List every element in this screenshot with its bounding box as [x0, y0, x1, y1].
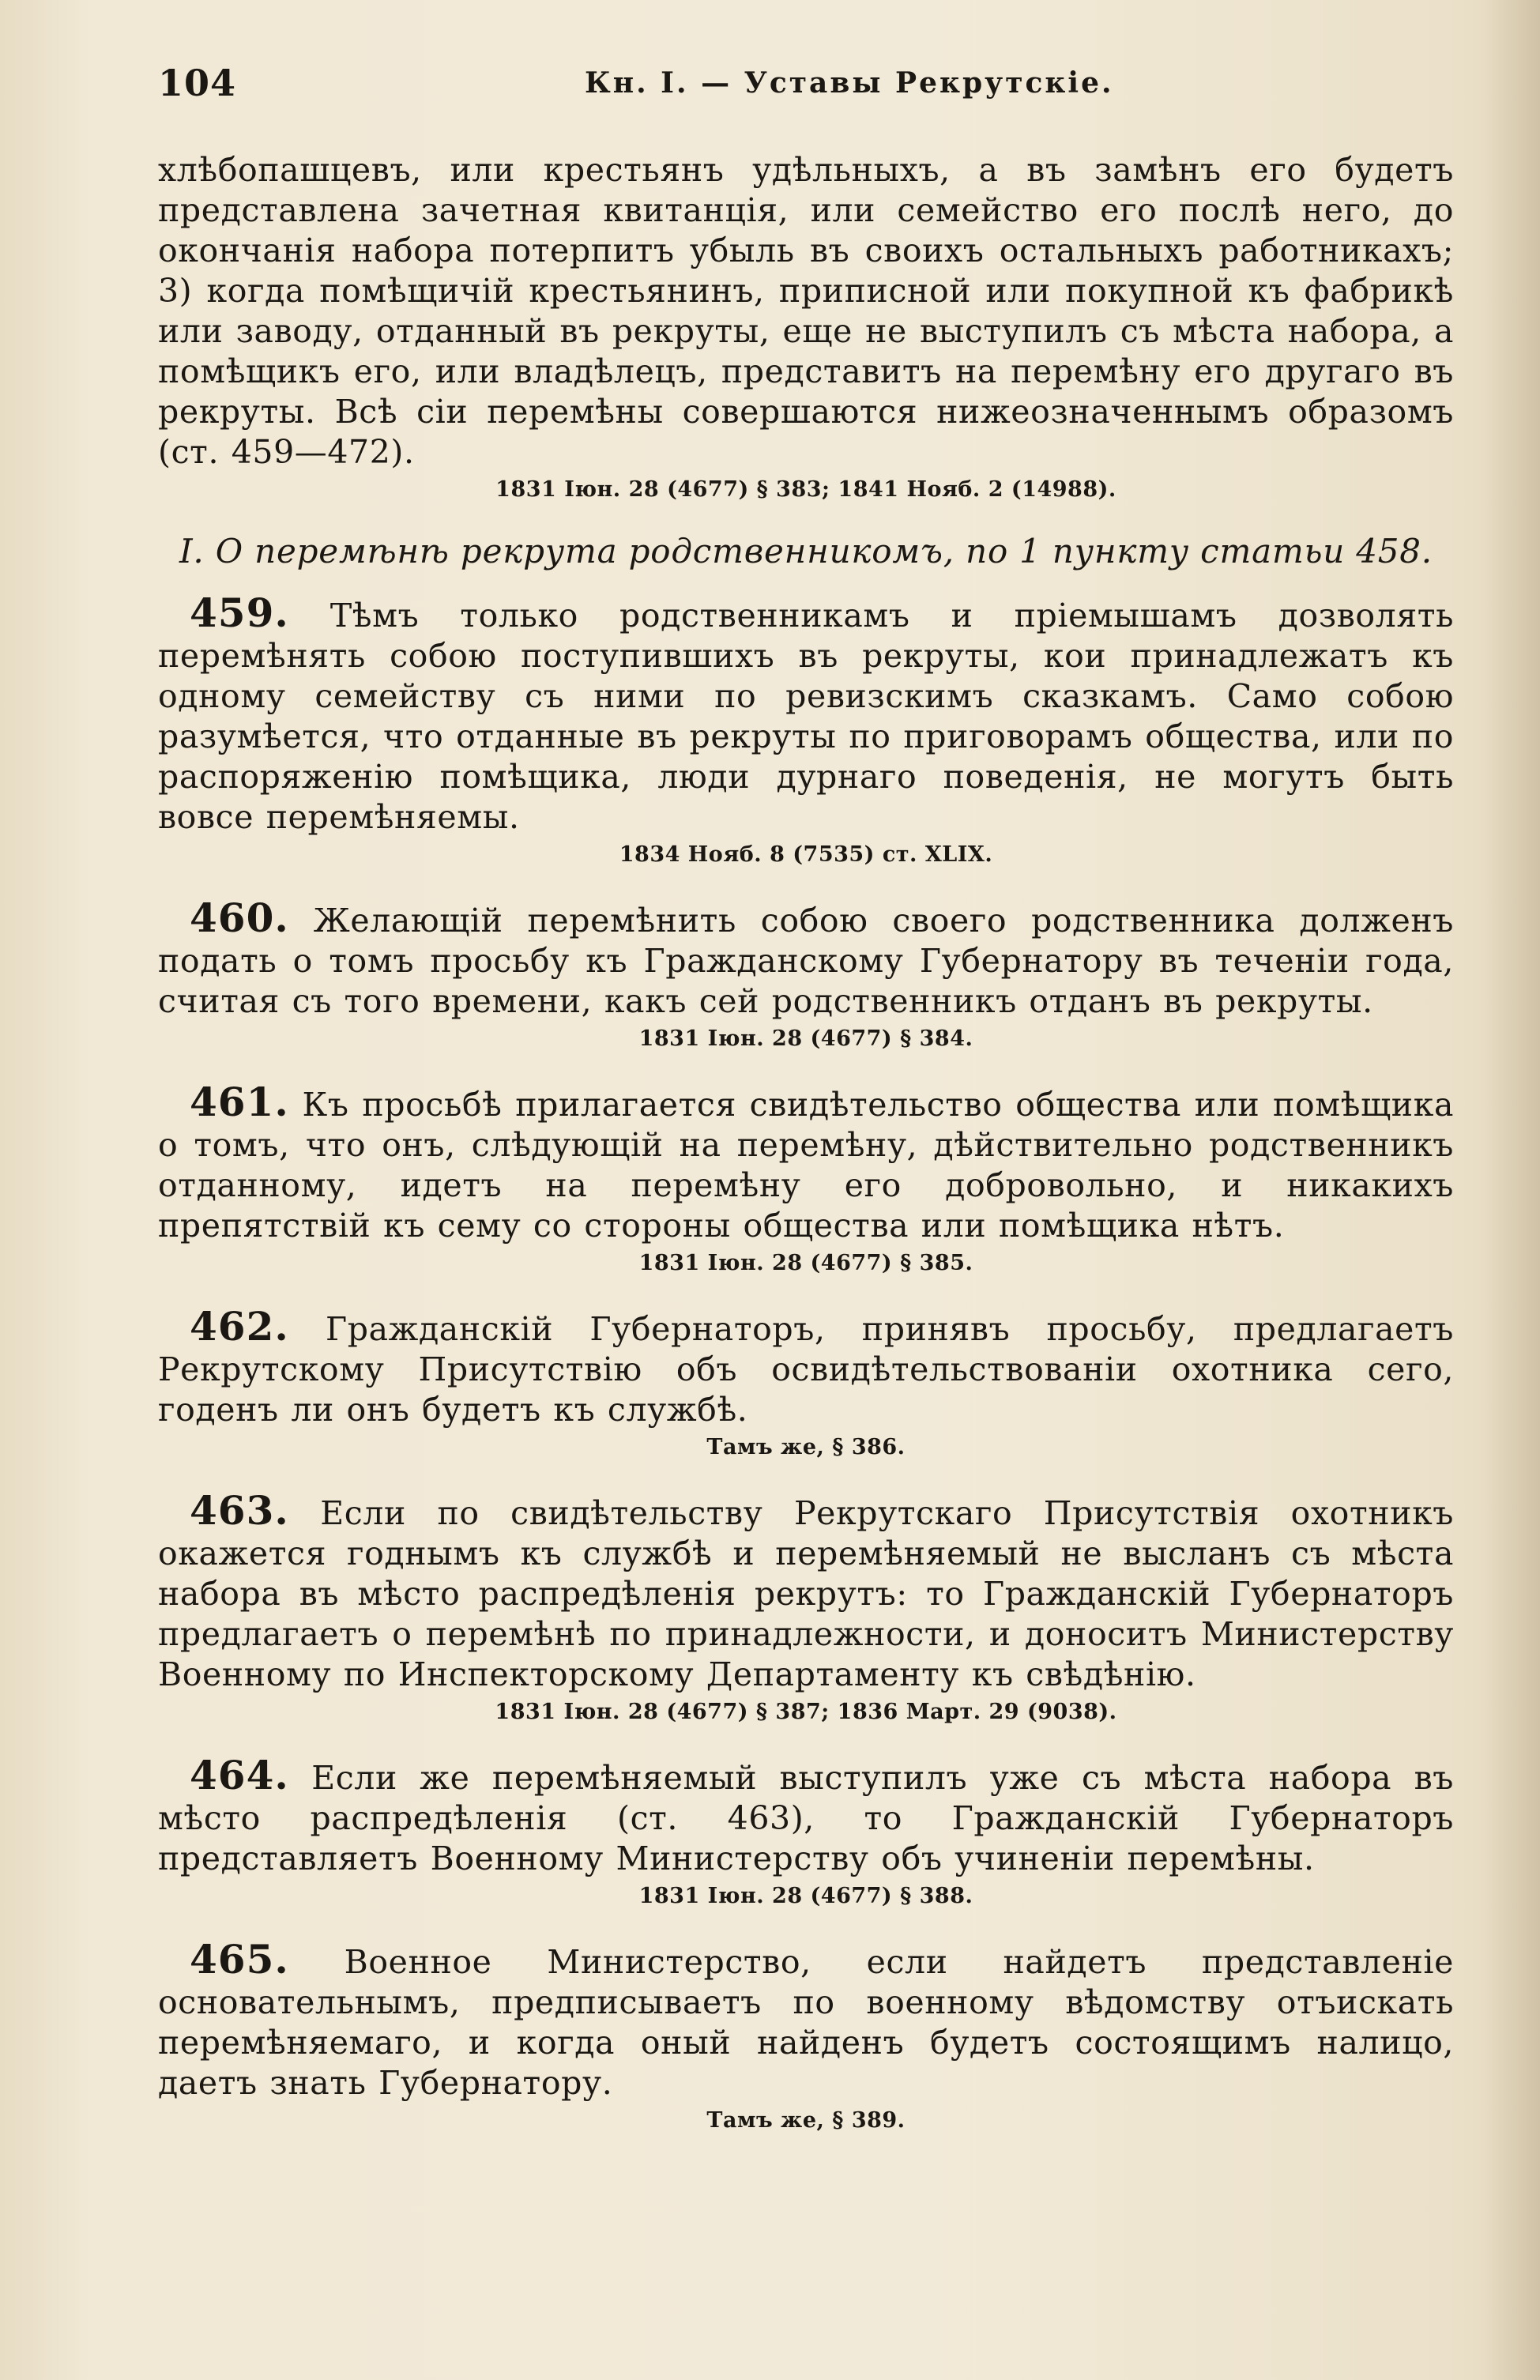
article-461 — [158, 1079, 1454, 1278]
article-459 — [158, 589, 1454, 869]
article-462 — [158, 1303, 1454, 1462]
page-spine-shadow — [1485, 0, 1540, 2380]
article-body: Желающій перемѣнить собою своего родственника долженъ подать о томъ просьбу къ Гражданскому Губернатору въ теченіи года, считая съ того времени, какъ сей родственникъ отданъ въ рекруты. — [158, 902, 1454, 1020]
article-number: 462. — [190, 1303, 289, 1350]
article-465 — [158, 1936, 1454, 2135]
intro-paragraph: хлѣбопашцевъ, или крестьянъ удѣльныхъ, а въ замѣнъ его будетъ представлена зачетная квитанція, или семейство его послѣ него, до окончанія набора потерпитъ убыль въ своихъ остальныхъ работникахъ; 3) когда помѣщичій крестьянинъ, приписной или покупной къ фабрикѣ или заводу, отданный въ рекруты, еще не выступилъ съ мѣста набора, а помѣщикъ его, или владѣлецъ, представитъ на перемѣну его другаго въ рекруты. Всѣ сіи перемѣны совершаются нижеозначеннымъ образомъ (ст. 459—472). — [158, 151, 1454, 471]
intro-citation: 1831 Іюн. 28 (4677) § 383; 1841 Нояб. 2 (14988). — [495, 477, 1116, 502]
article-number: 464. — [190, 1752, 289, 1798]
article-text — [158, 1079, 1454, 1246]
article-text — [158, 1752, 1454, 1879]
section-heading: I. О перемѣнѣ рекрута родственникомъ, по 1 пункту статьи 458. — [179, 532, 1433, 571]
article-body: Военное Министерство, если найдетъ представленіе основательнымъ, предписываетъ по военному вѣдомству отъискать перемѣняемаго, и когда оный найденъ будетъ состоящимъ налицо, даетъ знать Губернатору. — [158, 1943, 1454, 2102]
article-464 — [158, 1752, 1454, 1911]
article-460 — [158, 894, 1454, 1053]
article-citation: 1834 Нояб. 8 (7535) ст. XLIX. — [619, 842, 993, 867]
article-citation: Тамъ же, § 386. — [706, 1435, 906, 1459]
running-head: Кн. I. — Уставы Рекрутскiе. — [585, 66, 1114, 100]
article-citation: Тамъ же, § 389. — [706, 2108, 906, 2133]
article-text — [158, 1303, 1454, 1430]
article-citation: 1831 Іюн. 28 (4677) § 385. — [638, 1251, 973, 1275]
article-number: 465. — [190, 1936, 289, 1983]
article-text — [158, 1487, 1454, 1695]
article-body: Если же перемѣняемый выступилъ уже съ мѣста набора въ мѣсто распредѣленія (ст. 463), то Гражданскій Губернаторъ представляетъ Военному Министерству объ учиненіи перемѣны. — [158, 1759, 1454, 1877]
article-citation: 1831 Іюн. 28 (4677) § 384. — [638, 1026, 973, 1051]
article-text — [158, 1936, 1454, 2103]
article-number: 461. — [190, 1079, 289, 1125]
article-463 — [158, 1487, 1454, 1727]
article-citation: 1831 Іюн. 28 (4677) § 388. — [638, 1884, 973, 1908]
page-number: 104 — [158, 62, 237, 104]
article-body: Гражданскій Губернаторъ, принявъ просьбу, предлагаетъ Рекрутскому Присутствію объ освидѣтельствованіи охотника сего, годенъ ли онъ будетъ къ службѣ. — [158, 1310, 1454, 1429]
article-body: Тѣмъ только родственникамъ и пріемышамъ дозволять перемѣнять собою поступившихъ въ рекруты, кои принадлежатъ къ одному семейству съ ними по ревизскимъ сказкамъ. Само собою разумѣется, что отданные въ рекруты по приговорамъ общества, или по распоряженію помѣщика, люди дурнаго поведенія, не могутъ быть вовсе перемѣняемы. — [158, 597, 1454, 836]
page-header — [158, 62, 1438, 109]
article-body: Если по свидѣтельству Рекрутскаго Присутствія охотникъ окажется годнымъ къ службѣ и перемѣняемый не высланъ съ мѣста набора въ мѣсто распредѣленія рекрутъ: то Гражданскій Губернаторъ предлагаетъ о перемѣнѣ по принадлежности, и доноситъ Министерству Военному по Инспекторскому Департаменту къ свѣдѣнію. — [158, 1494, 1454, 1693]
article-text — [158, 894, 1454, 1022]
article-text — [158, 589, 1454, 838]
article-number: 460. — [190, 894, 289, 941]
article-citation: 1831 Іюн. 28 (4677) § 387; 1836 Март. 29 (9038). — [495, 1700, 1117, 1724]
article-body: Къ просьбѣ прилагается свидѣтельство общества или помѣщика о томъ, что онъ, слѣдующій на перемѣну, дѣйствительно родственникъ отданному, идетъ на перемѣну его добровольно, и никакихъ препятствій къ сему со стороны общества или помѣщика нѣтъ. — [158, 1086, 1454, 1245]
page-content — [158, 150, 1454, 2135]
article-number: 459. — [190, 589, 289, 636]
article-number: 463. — [190, 1487, 289, 1534]
